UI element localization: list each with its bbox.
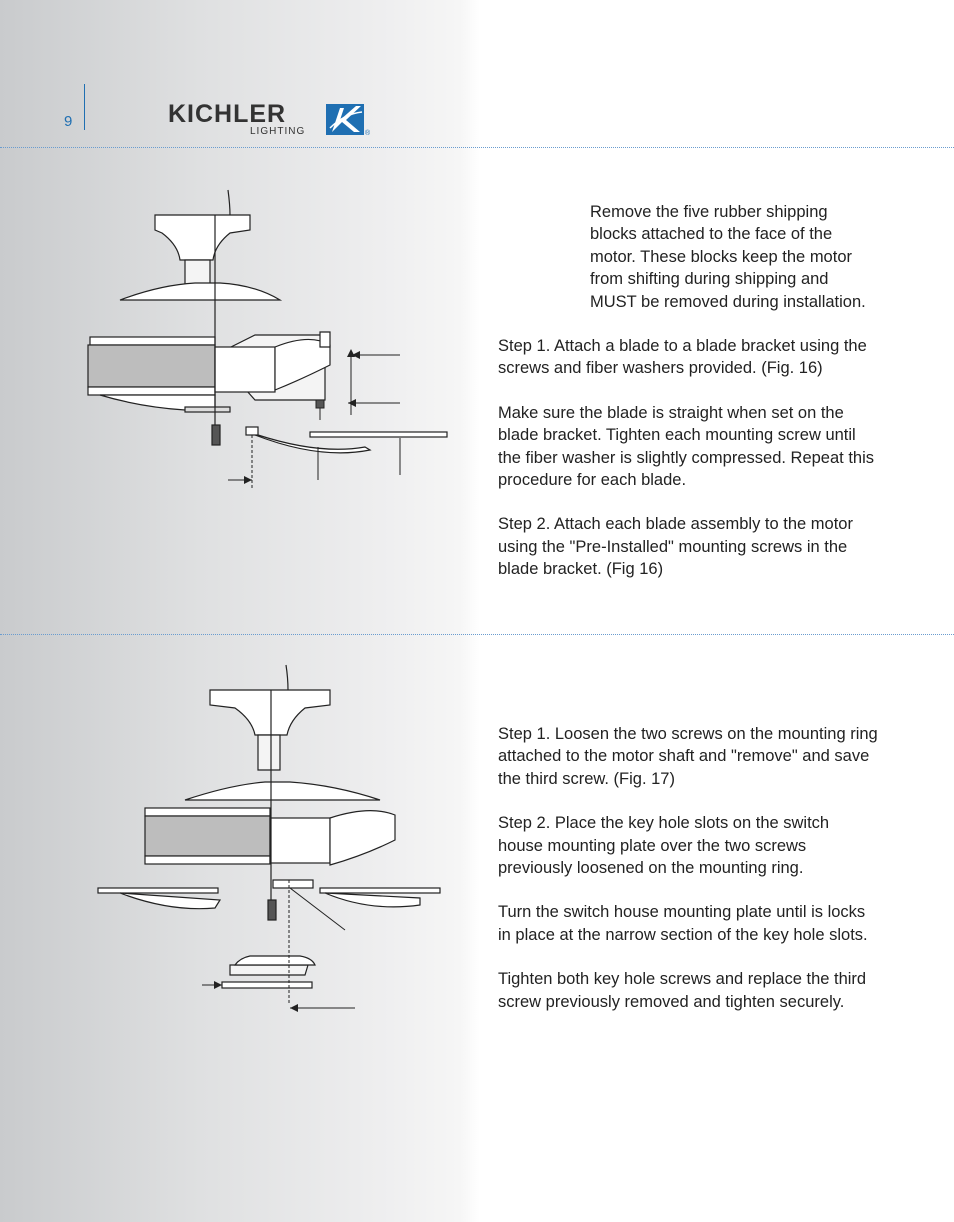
- fig16-blade-attachment-diagram: [80, 185, 460, 495]
- section1-text: [498, 201, 878, 603]
- logo-wordmark: KICHLER: [168, 100, 287, 128]
- blade-straight-paragraph: Make sure the blade is straight when set on the blade bracket. Tighten each mounting screw until the fiber washer is slightly compressed. Repeat this procedure for each blade.: [498, 403, 875, 490]
- turn-plate-paragraph: Turn the switch house mounting plate until is locks in place at the narrow section of the key hole slots.: [498, 903, 868, 944]
- section2-text: [498, 723, 878, 1035]
- fig17-switch-house-diagram: [90, 660, 460, 1020]
- section2-step1-paragraph: Step 1. Loosen the two screws on the mounting ring attached to the motor shaft and "remove" and save the third screw. (Fig. 17): [498, 725, 878, 788]
- tighten-screws-paragraph: Tighten both key hole screws and replace the third screw previously removed and tighten securely.: [498, 970, 867, 1011]
- logo-registered-mark: ®: [365, 130, 370, 136]
- kichler-k-icon: [326, 102, 370, 136]
- header-divider: [84, 84, 85, 130]
- shipping-blocks-paragraph: Remove the five rubber shipping blocks attached to the face of the motor. These blocks keep the motor from shifting during shipping and MUST be removed during installation.: [590, 203, 866, 311]
- kichler-logo: [168, 100, 380, 140]
- section2-step2-paragraph: Step 2. Place the key hole slots on the switch house mounting plate over the two screws previously loosened on the mounting ring.: [498, 814, 830, 878]
- section1-step1-paragraph: Step 1. Attach a blade to a blade bracket using the screws and fiber washers provided. (Fig. 16): [498, 337, 867, 378]
- header-dotted-rule: [0, 147, 954, 148]
- logo-subtitle: LIGHTING: [250, 126, 306, 137]
- section1-step2-paragraph: Step 2. Attach each blade assembly to the motor using the "Pre-Installed" mounting screws in the blade bracket. (Fig 16): [498, 515, 853, 579]
- section-dotted-rule: [0, 634, 954, 635]
- page-number: 9: [64, 113, 73, 130]
